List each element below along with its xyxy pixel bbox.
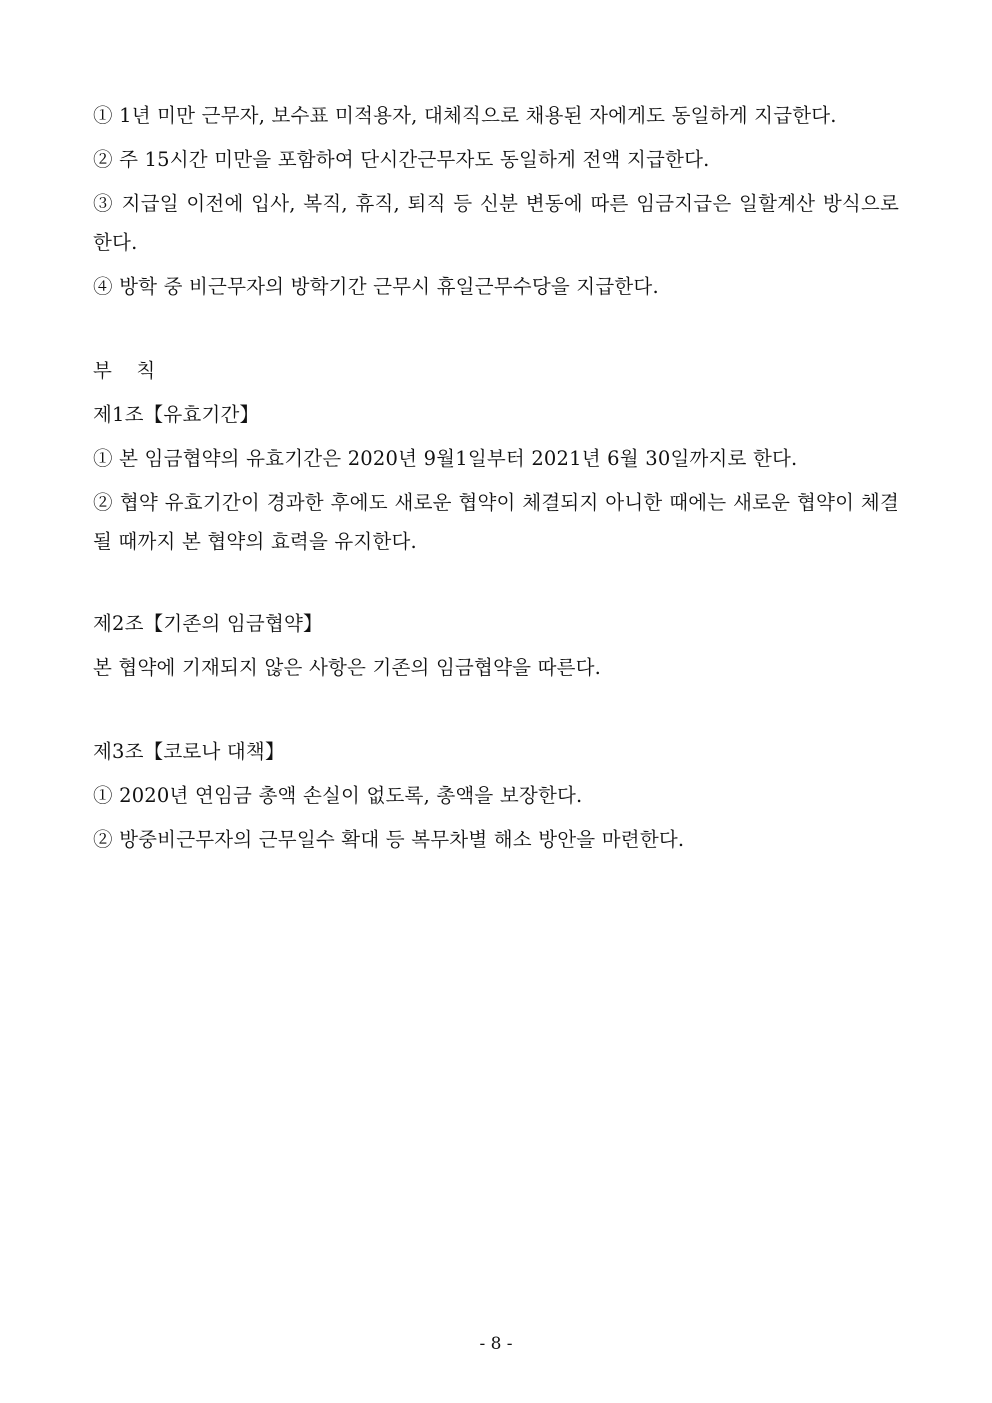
article-3-item-1: ① 2020년 연임금 총액 손실이 없도록, 총액을 보장한다.: [93, 784, 583, 807]
supplementary-heading: 부 칙: [93, 359, 156, 382]
section-gap: [93, 306, 899, 351]
payment-clause-list: [93, 96, 899, 306]
article-1-item-2: ② 협약 유효기간이 경과한 후에도 새로운 협약이 체결되지 아니한 때에는 새로운 협약이 체결될 때까지 본 협약의 효력을 유지한다.: [93, 491, 899, 553]
article-3-item-2: ② 방중비근무자의 근무일수 확대 등 복무차별 해소 방안을 마련한다.: [93, 828, 685, 851]
article-3-title: 제3조【코로나 대책】: [93, 740, 285, 763]
article-gap: [93, 687, 899, 732]
article-1-title: 제1조【유효기간】: [93, 403, 260, 426]
payment-item-4: ④ 방학 중 비근무자의 방학기간 근무시 휴일근무수당을 지급한다.: [93, 275, 659, 298]
article-gap: [93, 566, 899, 604]
supplementary-provisions: [93, 351, 899, 859]
article-1-item-1: ① 본 임금협약의 유효기간은 2020년 9월1일부터 2021년 6월 30일까지로 한다.: [93, 447, 798, 470]
article-2-title: 제2조【기존의 임금협약】: [93, 612, 323, 635]
article-2-body: 본 협약에 기재되지 않은 사항은 기존의 임금협약을 따른다.: [93, 656, 602, 679]
payment-item-2: ② 주 15시간 미만을 포함하여 단시간근무자도 동일하게 전액 지급한다.: [93, 148, 710, 171]
payment-item-1: ① 1년 미만 근무자, 보수표 미적용자, 대체직으로 채용된 자에게도 동일하게 지급한다.: [93, 104, 837, 127]
document-page: [93, 96, 899, 859]
payment-item-3: ③ 지급일 이전에 입사, 복직, 휴직, 퇴직 등 신분 변동에 따른 임금지급은 일할계산 방식으로 한다.: [93, 192, 899, 254]
page-number: - 8 -: [479, 1334, 513, 1354]
